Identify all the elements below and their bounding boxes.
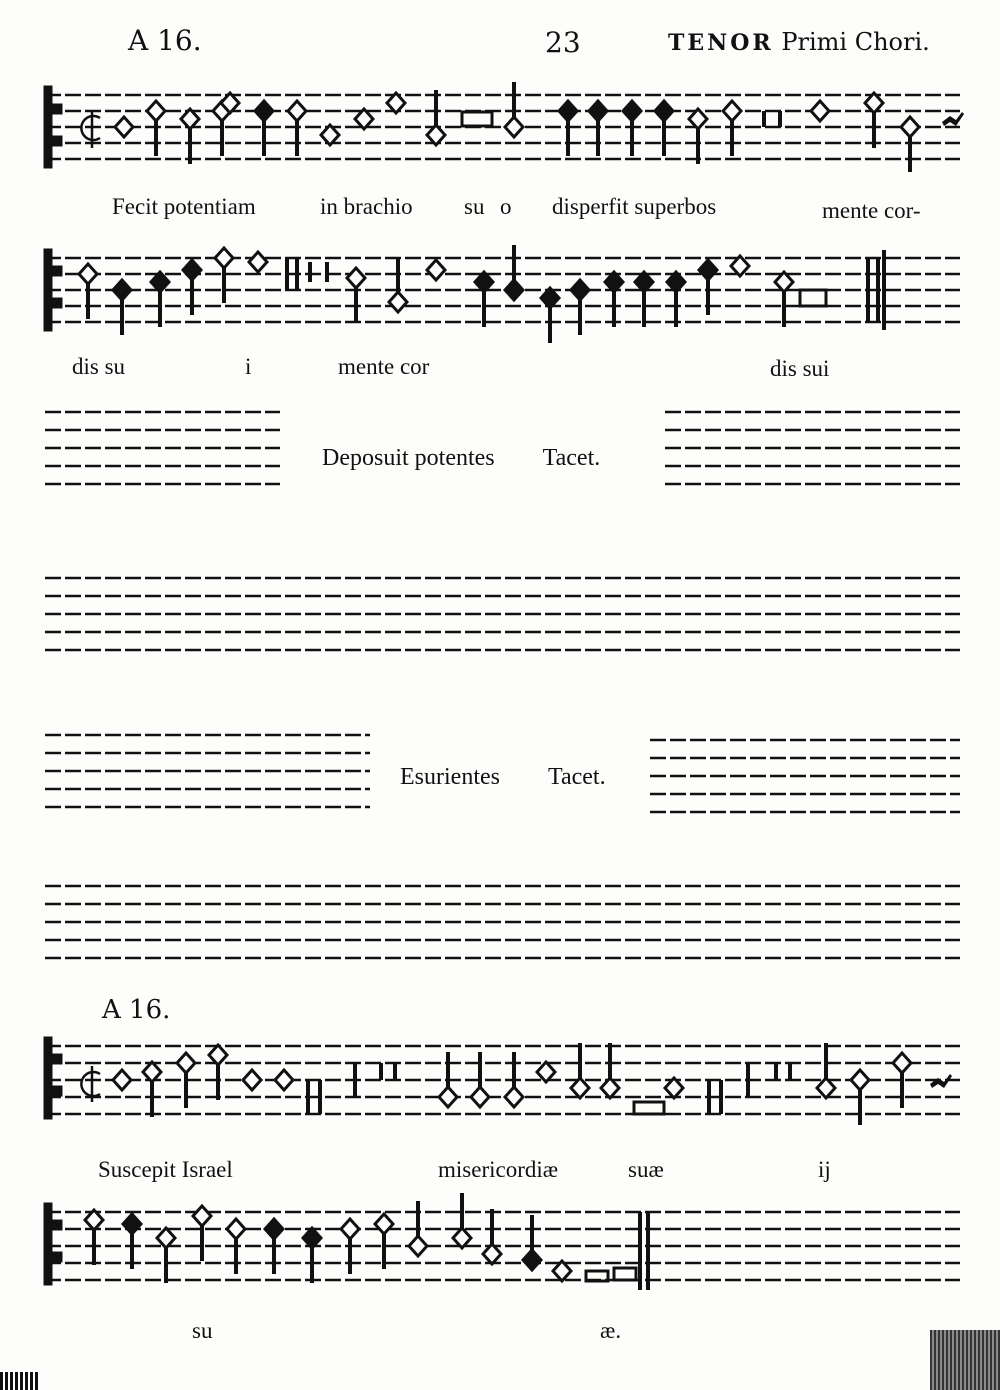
notes-layer [79, 82, 919, 1283]
section-label: A 16. [102, 995, 171, 1025]
note-head [147, 101, 165, 121]
part-count-label: A 16. [128, 24, 202, 57]
note-head [505, 117, 523, 137]
staff-4 [45, 1212, 960, 1280]
note-head [623, 101, 641, 121]
note-head [471, 1087, 489, 1107]
note-head [288, 101, 306, 121]
note-head [227, 1219, 245, 1239]
page-corner-mark [0, 1372, 40, 1390]
note-head [559, 101, 577, 121]
tacet-deposuit [322, 445, 600, 472]
note-head [409, 1236, 427, 1256]
note-head [347, 268, 365, 288]
note-head [115, 117, 133, 137]
note-head [655, 101, 673, 121]
note-head [427, 260, 445, 280]
staff-tacet-2-right [650, 740, 960, 812]
note-head [571, 280, 589, 300]
note-head [589, 101, 607, 121]
staff-tacet-2-left [45, 735, 370, 807]
note-head [341, 1219, 359, 1239]
rests [287, 111, 790, 1114]
lyric-1: Fecit potentiam [112, 194, 256, 219]
staff-tacet-1-left [45, 412, 280, 484]
lyric-2: in brachio [320, 194, 413, 219]
lyric-11: Suscepit Israel [98, 1157, 233, 1182]
tacet-title: Deposuit potentes [322, 445, 495, 471]
note-head [265, 1219, 283, 1239]
note-head [275, 1070, 293, 1090]
note-head [699, 260, 717, 280]
lyric-9: mente cor [338, 354, 430, 379]
lyric-12: misericordiæ [438, 1157, 559, 1182]
note-head [215, 248, 233, 268]
staff-tacet-1-right [665, 412, 960, 484]
clef-icon [44, 86, 62, 1285]
staff-empty-1 [45, 578, 960, 650]
note-head [893, 1053, 911, 1073]
note-head [505, 280, 523, 300]
note-head [249, 252, 267, 272]
lyric-7: dis su [72, 354, 126, 379]
lyric-3: su [464, 194, 485, 219]
lyric-8: i [245, 354, 252, 379]
note-head [389, 292, 407, 312]
note-head [439, 1087, 457, 1107]
tacet-instruction: Tacet. [547, 764, 606, 790]
staff-empty-2 [45, 886, 960, 958]
lyric-4: o [500, 194, 512, 219]
barlines [640, 250, 884, 1290]
lyric-5: disperfit superbos [552, 194, 717, 219]
note-head [505, 1087, 523, 1107]
note-head [851, 1070, 869, 1090]
note-head [255, 101, 273, 121]
lyric-10: dis sui [770, 356, 830, 381]
voice-title-caps: TENOR [668, 30, 774, 56]
tacet-esurientes [400, 764, 606, 791]
note-head [811, 101, 829, 121]
note-head [113, 1070, 131, 1090]
lyric-15: su [192, 1318, 213, 1343]
note-head [79, 264, 97, 284]
note-head [723, 101, 741, 121]
note-head [375, 1214, 393, 1234]
lyric-6: mente cor- [822, 198, 921, 223]
lyric-14: ij [818, 1157, 831, 1182]
note-head [177, 1053, 195, 1073]
lyric-13: suæ [628, 1157, 664, 1182]
page-corner-smudge [930, 1330, 1000, 1390]
note-head [243, 1070, 261, 1090]
note-head [113, 280, 131, 300]
voice-title-rest: Primi Chori. [781, 28, 930, 56]
lyric-16: æ. [600, 1318, 622, 1343]
page-number: 23 [545, 26, 581, 59]
note-head [123, 1214, 141, 1234]
tacet-instruction: Tacet. [542, 445, 601, 471]
note-head [901, 117, 919, 137]
note-head [183, 260, 201, 280]
tacet-title: Esurientes [400, 764, 500, 790]
note-head [193, 1206, 211, 1226]
note-head [523, 1250, 541, 1270]
